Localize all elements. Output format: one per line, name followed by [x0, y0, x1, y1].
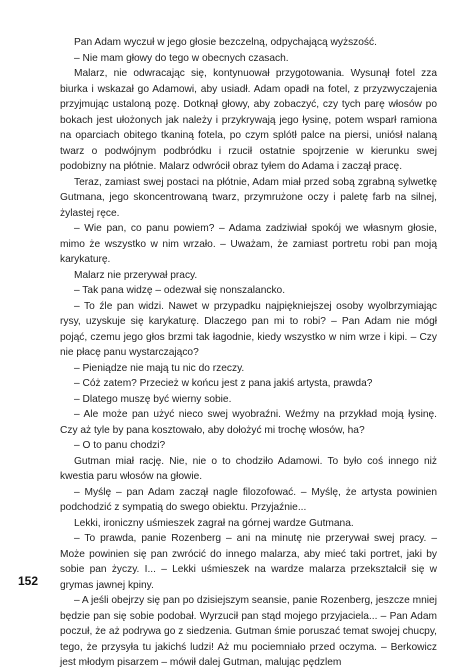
- paragraph: – Tak pana widzę – odezwał się nonszalancko.: [74, 285, 286, 296]
- body-text: [60, 35, 437, 671]
- paragraph: – Pieniądze nie mają tu nic do rzeczy.: [74, 362, 245, 374]
- paragraph: – O to panu chodzi?: [74, 440, 166, 451]
- paragraph: – A jeśli obejrzy się pan po dzisiejszym seansie, panie Rozenberg, jeszcze mniej będzie pan się sobie podobał. Wyrzucił pan stąd mojego przyjaciela... – Pan Adam poczuł, że aż podrywa go z siedzenia. Gutman śmie poruszać temat swojej chucpy, tego, że przysyła tu jakichś ludzi! Aż mu pociemniało przed oczyma. – Berkowicz jest młodym pisarzem – mówił dalej Gutman, malując pędzlem: [60, 595, 437, 668]
- paragraph: – Cóż zatem? Przecież w końcu jest z pana jakiś artysta, prawda?: [74, 378, 373, 389]
- paragraph: Gutman miał rację. Nie, nie o to chodziło Adamowi. To było coś innego niż kwestia paru włosów na głowie.: [60, 455, 437, 482]
- paragraph: – Dlatego muszę być wierny sobie.: [74, 393, 232, 405]
- paragraph: – Wie pan, co panu powiem? – Adama zadziwiał spokój we własnym głosie, mimo że wszystko w nim wrzało. – Uważam, że zamiast portretu robi pan moją karykaturę.: [60, 223, 437, 265]
- paragraph: Malarz nie przerywał pracy.: [74, 269, 198, 281]
- paragraph: – Nie mam głowy do tego w obecnych czasach.: [74, 52, 289, 64]
- paragraph: – Ale może pan użyć nieco swej wyobraźni. Weźmy na przykład moją łysinę. Czy aż tyle by pana kosztowało, aby dołożyć mi trochę włosów, ha?: [60, 409, 437, 436]
- paragraph: – Myślę – pan Adam zaczął nagle filozofować. – Myślę, że artysta powinien podchodzić z sympatią do swego obiektu. Przyjaźnie...: [60, 486, 437, 513]
- paragraph: Lekki, ironiczny uśmieszek zagrał na górnej wardze Gutmana.: [74, 517, 354, 529]
- paragraph: – To prawda, panie Rozenberg – ani na minutę nie przerywał swej pracy. – Może powinien się pan zwrócić do innego malarza, aby mieć taki portret, jaki by sobie pan życzy. I... – Lekki uśmieszek na wardze malarza przekształcił się w grymas jawnej kpiny.: [60, 533, 437, 591]
- page-number: 152: [18, 574, 39, 588]
- paragraph: Pan Adam wyczuł w jego głosie bezczelną, odpychającą wyższość.: [74, 37, 377, 48]
- paragraph: – To źle pan widzi. Nawet w przypadku najpiękniejszej osoby wyolbrzymiając rysy, uzyskuje się karykaturę. Dlaczego pan mi to robi? – Pan Adam nie mógł pojąć, czemu jego głos brzmi tak łagodnie, kiedy wszystko w nim wrze i kipi. – Czy nie płacę panu wystarczająco?: [60, 300, 437, 358]
- paragraph: Teraz, zamiast swej postaci na płótnie, Adam miał przed sobą zgrabną sylwetkę Gutmana, jego skoncentrowaną twarz, przymrużone oczy i paletę farb na silnej, żylastej ręce.: [60, 176, 437, 219]
- paragraph: Malarz, nie odwracając się, kontynuował przygotowania. Wysunął fotel zza biurka i wskazał go Adamowi, aby usiadł. Adam opadł na fotel, z przyzwyczajenia przyjmując ustaloną pozę. Dotknął głowy, aby zobaczyć, czy tych parę włosów po bokach jest ułożonych jak należy i przykrywają jego łysinę, potem wsparł ramiona na oparciach obitego tkaniną fotela, po czym splótł palce na piersi, uniósł nalaną twarz o podwójnym podbródku i rzucił ostatnie spojrzenie w kierunku swej podobizny na płótnie. Malarz odwrócił obraz tyłem do Adama i zaczął pracę.: [60, 68, 437, 172]
